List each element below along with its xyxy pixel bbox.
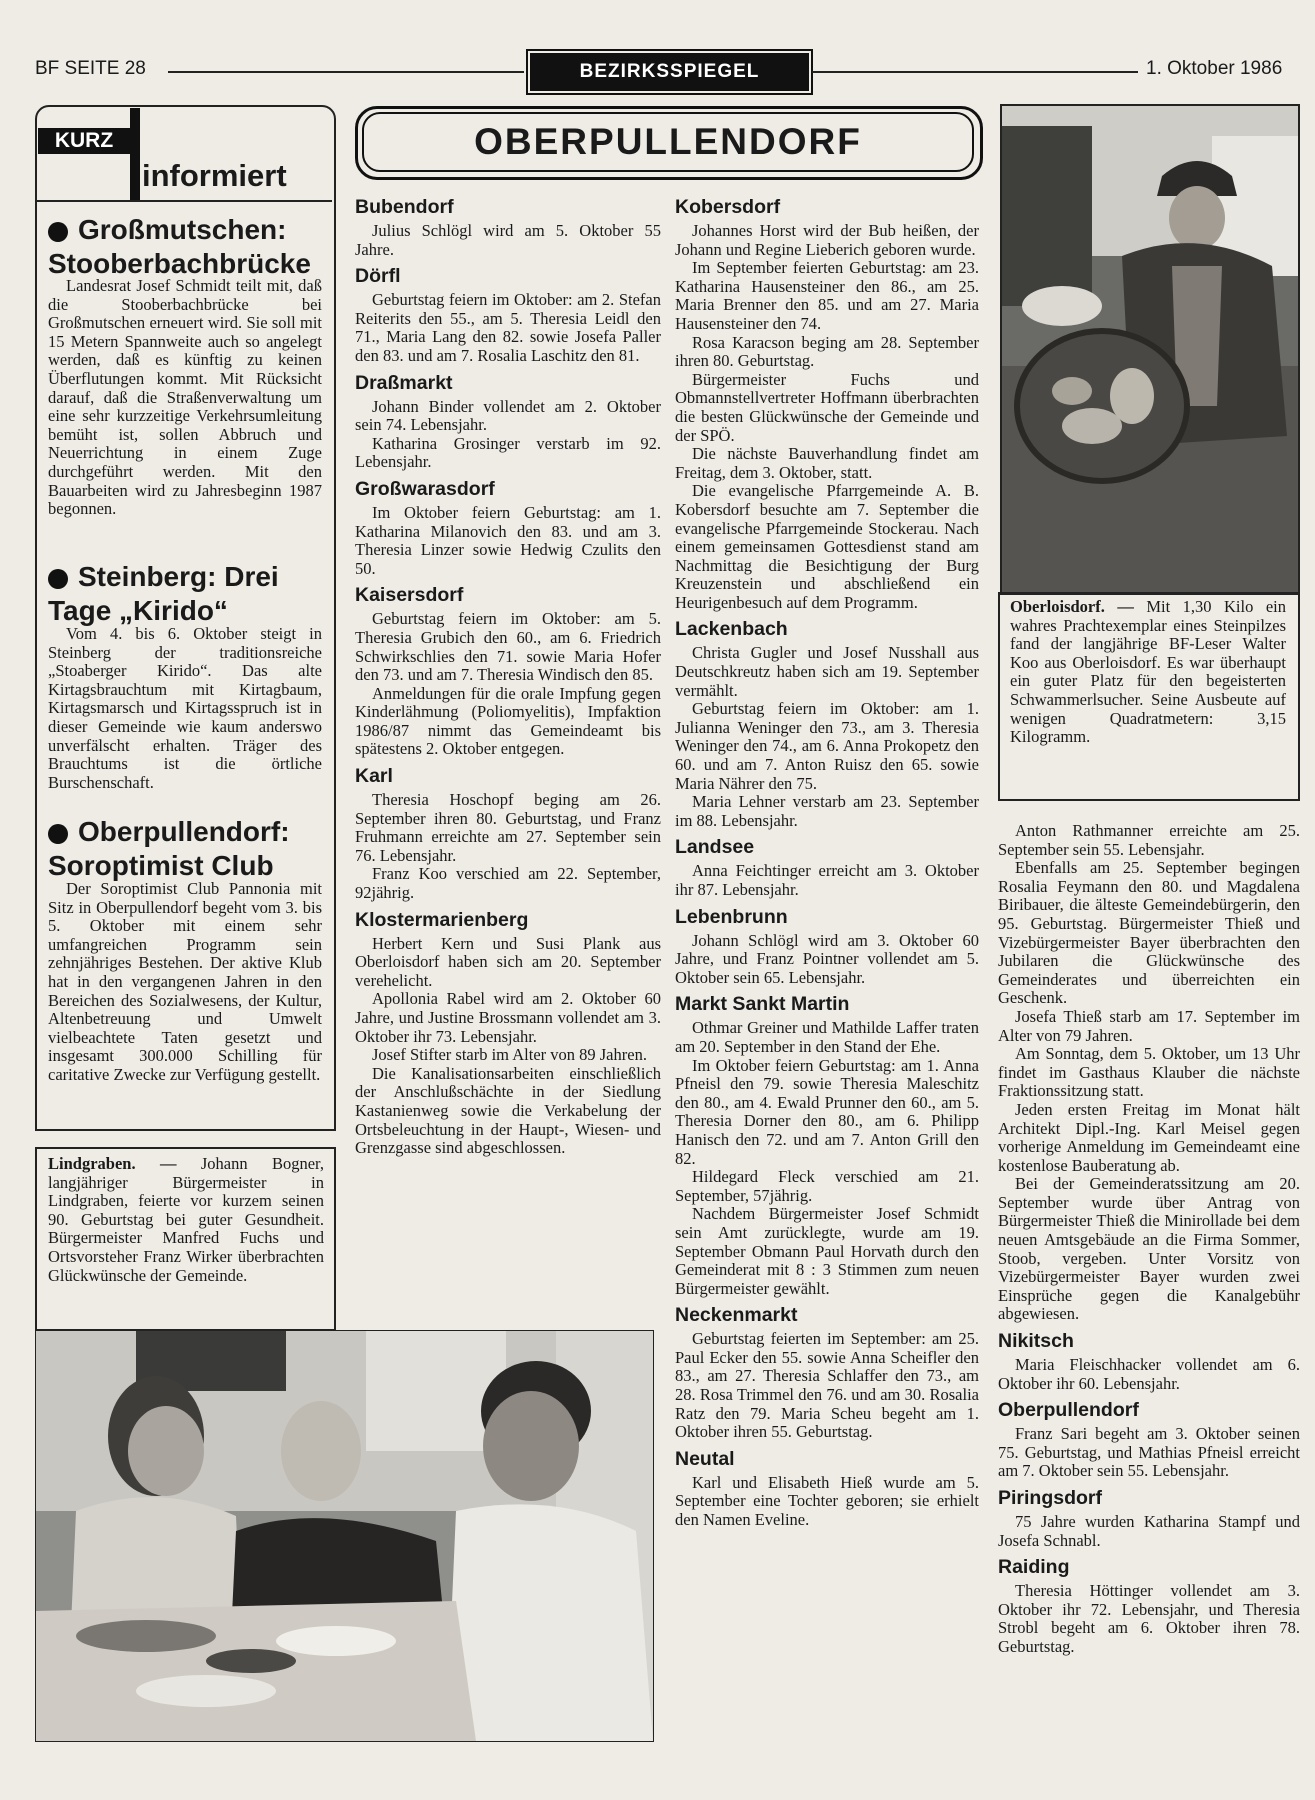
town-heading: Neckenmarkt bbox=[675, 1304, 798, 1327]
paragraph: Johannes Horst wird der Bub heißen, der Johann und Regine Lieberich geboren wurde. bbox=[675, 221, 979, 259]
paragraph: Geburtstag feiern im Oktober: am 2. Stefan Reiterits den 55., am 5. Theresia Leidl den 71., Maria Lang den 82. sowie Josefa Paller den 83. und am 7. Rosalia Laschitz den 81. bbox=[355, 290, 661, 365]
paragraph: Othmar Greiner und Mathilde Laffer traten am 20. September in den Stand der Ehe. bbox=[675, 1018, 979, 1056]
paragraph: Johann Binder vollendet am 2. Oktober sein 74. Lebensjahr. bbox=[355, 396, 661, 435]
header-rule-left bbox=[168, 71, 524, 73]
news-body: Landesrat Josef Schmidt teilt mit, daß die Stooberbachbrücke bei Großmutschen erneuert wird. Sie soll mit 15 Metern Spannweite auch so angelegt werden, daß es künftig zu keinen Überflutungen kommt. Mit Rücksicht darauf, daß die Straßenverwaltung um eine sehr kurzzeitige Verkehrsumleitung bemüht ist, sollen Abbruch und Neuerrichtung in einem Zuge durchgeführt werden. Mit den Bauarbeiten wird zu Jahresbeginn 1987 begonnen. bbox=[48, 276, 322, 519]
town-heading: Lackenbach bbox=[675, 618, 788, 641]
paragraph: Geburtstag feiern im Oktober: am 5. Theresia Grubich den 60., am 6. Friedrich Schwirkschlies den 71. sowie Maria Hofer den 73. und am 7. Theresia Windisch den 85. bbox=[355, 609, 661, 685]
paragraph: Nachdem Bürgermeister Josef Schmidt sein Amt zurücklegte, wurde am 19. September Obmann Paul Horvath durch den Gemeinderat mit 8 : 3 Stimmen zum neuen Bürgermeister gewählt. bbox=[675, 1204, 979, 1298]
paragraph: Theresia Hoschopf beging am 26. September ihren 80. Geburtstag, und Franz Fruhmann erreichte am 27. September sein 76. Lebensjahr. bbox=[355, 790, 661, 865]
paragraph: Maria Fleischhacker vollendet am 6. Oktober ihr 60. Lebensjahr. bbox=[998, 1355, 1300, 1393]
paragraph: Anmeldungen für die orale Impfung gegen Kinderlähmung (Poliomyelitis), Impfaktion 1986/87 nimmt das Gemeindeamt bis spätestens 2. Oktober entgegen. bbox=[355, 683, 661, 759]
kurz-divider bbox=[130, 108, 140, 200]
town-heading: Raiding bbox=[998, 1556, 1070, 1579]
town-heading: Piringsdorf bbox=[998, 1487, 1103, 1509]
photo-illustration bbox=[1002, 106, 1298, 593]
paragraph: Im Oktober feiern Geburtstag: am 1. Katharina Milanovich den 83. und am 3. Theresia Linzer sowie Hedwig Czulits den 50. bbox=[355, 502, 661, 578]
town-heading: Großwarasdorf bbox=[355, 477, 495, 500]
bullet-icon bbox=[48, 569, 68, 589]
news-body: Der Soroptimist Club Pannonia mit Sitz in Oberpullendorf begeht vom 3. bis 5. Oktober mit einem sehr umfangreichen Programm sein zehnjähriges Bestehen. Der aktive Klub hat in den vergangenen Jahren in den Bereichen des Sozialwesens, der Kultur, Altenbetreuung und Umwelt vielbeachtete Taten gesetzt und insgesamt 300.000 Schilling für caritative Zwecke zur Verfügung gestellt. bbox=[48, 879, 322, 1084]
paragraph: Im Oktober feiern Geburtstag: am 1. Anna Pfneisl den 79. sowie Theresia Maleschitz den 80., am 4. Ewald Prunner den 60., am 5. Theresia Dorner den 80., am 6. Philipp Hanisch den 72. und am 7. Anton Grill den 82. bbox=[675, 1055, 979, 1168]
town-heading: Klostermarienberg bbox=[355, 908, 529, 931]
town-heading: Kaisersdorf bbox=[355, 584, 464, 607]
paragraph: Anna Feichtinger erreicht am 3. Oktober ihr 87. Lebensjahr. bbox=[675, 861, 979, 899]
paragraph: Josefa Thieß starb am 17. September im Alter von 79 Jahren. bbox=[998, 1006, 1300, 1045]
paragraph: Geburtstag feiern im Oktober: am 1. Julianna Weninger den 73., am 3. Theresia Weninger den 74., am 6. Anna Prokopetz den 60. und am 7. Anton Ruisz den 65. sowie Maria Nährer den 75. bbox=[675, 699, 979, 793]
paragraph: Theresia Höttinger vollendet am 3. Oktober ihr 72. Lebensjahr, und Theresia Strobl begeht am 6. Oktober ihren 78. Geburtstag. bbox=[998, 1581, 1300, 1656]
paragraph: Ebenfalls am 25. September begingen Rosalia Feymann den 80. und Magdalena Biribauer, die älteste Gemeindebürgerin, den 95. Geburtstag. Bürgermeister Thieß und Vizebürgermeister Bayer überbrachten den Jubilaren die Glückwünsche des Gemeinderates und überreichten ein Geschenk. bbox=[998, 858, 1300, 1008]
paragraph: Franz Sari begeht am 3. Oktober seinen 75. Geburtstag, und Mathias Pfneisl erreicht am 7. Oktober sein 55. Lebensjahr. bbox=[998, 1424, 1300, 1481]
paragraph: Hildegard Fleck verschied am 21. September, 57jährig. bbox=[675, 1167, 979, 1205]
paragraph: Karl und Elisabeth Hieß wurde am 5. September eine Tochter geboren; sie erhielt den Namen Eveline. bbox=[675, 1472, 979, 1530]
paragraph: Anton Rathmanner erreichte am 25. September sein 55. Lebensjahr. bbox=[998, 821, 1300, 859]
bullet-icon bbox=[48, 824, 68, 844]
page-number: BF SEITE 28 bbox=[35, 58, 146, 79]
issue-date: 1. Oktober 1986 bbox=[1146, 58, 1283, 79]
town-title: OBERPULLENDORF bbox=[362, 112, 974, 172]
paragraph: Herbert Kern und Susi Plank aus Oberloisdorf haben sich am 20. September verehelicht. bbox=[355, 933, 661, 990]
photo-illustration bbox=[36, 1331, 653, 1741]
town-heading: Bubendorf bbox=[355, 196, 454, 218]
town-heading: Dörfl bbox=[355, 265, 401, 288]
kurz-title: informiert bbox=[142, 158, 287, 193]
town-heading: Lebenbrunn bbox=[675, 905, 788, 928]
paragraph: Josef Stifter starb im Alter von 89 Jahren. bbox=[372, 1045, 647, 1065]
photo-caption-oberloisdorf: Oberloisdorf. — Mit 1,30 Kilo ein wahres Prachtexemplar eines Steinpilzes fand der langjährige BF-Leser Walter Koo aus Oberloisdorf. Es war überhaupt ein guter Platz für den begeisterten Schwammerlsucher. Seine Ausbeute auf wenigen Quadratmetern: 3,15 Kilogramm. bbox=[1010, 597, 1286, 747]
news-heading: Großmutschen: Stooberbachbrücke bbox=[48, 214, 311, 279]
paragraph: Katharina Grosinger verstarb im 92. Lebensjahr. bbox=[355, 433, 661, 472]
news-body: Vom 4. bis 6. Oktober steigt in Steinberg der traditionsreiche „Stoaberger Kirido“. Das alte Kirtagsbrauchtum mit Kirtagbaum, Kirtagsmarsch und Kirtagsspruch ist in dieser Gemeinde wie kaum anderswo unverfälscht erhalten. Träger des Brauchtums ist die örtliche Burschenschaft. bbox=[48, 624, 322, 792]
paragraph: Apollonia Rabel wird am 2. Oktober 60 Jahre, und Justine Brossmann vollendet am 3. Oktober ihr 73. Lebensjahr. bbox=[355, 989, 661, 1046]
column-4 bbox=[998, 822, 1300, 1657]
paragraph: Die Kanalisationsarbeiten einschließlich der Anschlußschächte in der Siedlung Kastanienweg sowie die Verkabelung der Ortsbeleuchtung in der Haupt-, Wiesen- und Grenzgasse sind abgeschlossen. bbox=[355, 1063, 661, 1158]
kurz-label: KURZ bbox=[38, 128, 130, 154]
photo-caption-lindgraben: Lindgraben. — Johann Bogner, langjähriger Bürgermeister in Lindgraben, feierte vor kurzem seinen 90. Geburtstag bei guter Gesundheit. Bürgermeister Manfred Fuchs und Ortsvorsteher Franz Wirker überbrachten Glückwünsche der Gemeinde. bbox=[48, 1154, 324, 1285]
paragraph: Geburtstag feierten im September: am 25. Paul Ecker den 55. sowie Anna Scheifler den 83., am 27. Theresia Schlaffer den 73., am 28. Rosa Trimmel den 76. und am 30. Rosalia Ratz den 79. Maria Scheu begeht am 1. Oktober ihren 55. Geburtstag. bbox=[675, 1329, 979, 1442]
town-heading: Karl bbox=[355, 765, 393, 788]
news-heading: Oberpullendorf: Soroptimist Club bbox=[48, 816, 290, 881]
paragraph: Johann Schlögl wird am 3. Oktober 60 Jahre, und Franz Pointner vollendet am 5. Oktober sein 65. Lebensjahr. bbox=[675, 930, 979, 987]
paragraph: Jeden ersten Freitag im Monat hält Architekt Dipl.-Ing. Karl Meisel gegen vorherige Anmeldung im Gemeindeamt eine kostenlose Bauberatung ab. bbox=[998, 1099, 1300, 1175]
column-2 bbox=[355, 190, 661, 1158]
paragraph: Im September feierten Geburtstag: am 23. Katharina Hausensteiner den 86., am 25. Maria Brenner den 85. und am 27. Maria Hausensteiner den 74. bbox=[675, 258, 979, 333]
town-heading: Draßmarkt bbox=[355, 371, 453, 394]
paragraph: Julius Schlögl wird am 5. Oktober 55 Jahre. bbox=[355, 221, 661, 259]
photo-birthday-celebration bbox=[35, 1330, 654, 1742]
town-heading: Kobersdorf bbox=[675, 196, 781, 218]
photo-mushroom-finder bbox=[1000, 104, 1300, 595]
town-heading: Nikitsch bbox=[998, 1330, 1074, 1353]
town-heading: Oberpullendorf bbox=[998, 1399, 1139, 1422]
town-heading: Neutal bbox=[675, 1447, 735, 1470]
paragraph: Maria Lehner verstarb am 23. September im 88. Lebensjahr. bbox=[675, 792, 979, 830]
header-rule-right bbox=[812, 71, 1138, 73]
section-title: BEZIRKSSPIEGEL bbox=[530, 53, 809, 91]
paragraph: Christa Gugler und Josef Nusshall aus Deutschkreutz haben sich am 19. September vermählt. bbox=[675, 643, 979, 700]
paragraph: Am Sonntag, dem 5. Oktober, um 13 Uhr findet im Gasthaus Klauber die nächste Fraktionssitzung statt. bbox=[998, 1044, 1300, 1101]
news-heading: Steinberg: Drei Tage „Kirido“ bbox=[48, 561, 279, 626]
paragraph: Rosa Karacson beging am 28. September ihren 80. Geburtstag. bbox=[675, 332, 979, 371]
paragraph: Franz Koo verschied am 22. September, 92jährig. bbox=[355, 864, 661, 903]
column-3 bbox=[675, 190, 979, 1530]
town-heading: Markt Sankt Martin bbox=[675, 993, 850, 1016]
paragraph: 75 Jahre wurden Katharina Stampf und Josefa Schnabl. bbox=[998, 1512, 1300, 1550]
bullet-icon bbox=[48, 222, 68, 242]
paragraph: Bei der Gemeinderatssitzung am 20. September wurde über Antrag von Bürgermeister Thieß die Minirollade bei dem neuen Amtsgebäude an die Firma Sommer, Stoob, vergeben. Unter Vorsitz von Vizebürgermeister Bayer wurden zwei Einsprüche gegen die Kanalgebühr abgewiesen. bbox=[998, 1174, 1300, 1324]
paragraph: Die evangelische Pfarrgemeinde A. B. Kobersdorf besuchte am 7. September die evangelische Pfarrgemeinde Stockerau. Nach einem gemeinsamen Gottesdienst stand am Nachmittag die Besichtigung der Burg Kreuzenstein und abschließend ein Heurigenbesuch auf dem Programm. bbox=[675, 481, 979, 612]
paragraph: Bürgermeister Fuchs und Obmannstellvertreter Hoffmann überbrachten die besten Glückwünsche der Gemeinde und der SPÖ. bbox=[675, 369, 979, 445]
town-heading: Landsee bbox=[675, 836, 755, 859]
paragraph: Die nächste Bauverhandlung findet am Freitag, dem 3. Oktober, statt. bbox=[675, 444, 979, 482]
